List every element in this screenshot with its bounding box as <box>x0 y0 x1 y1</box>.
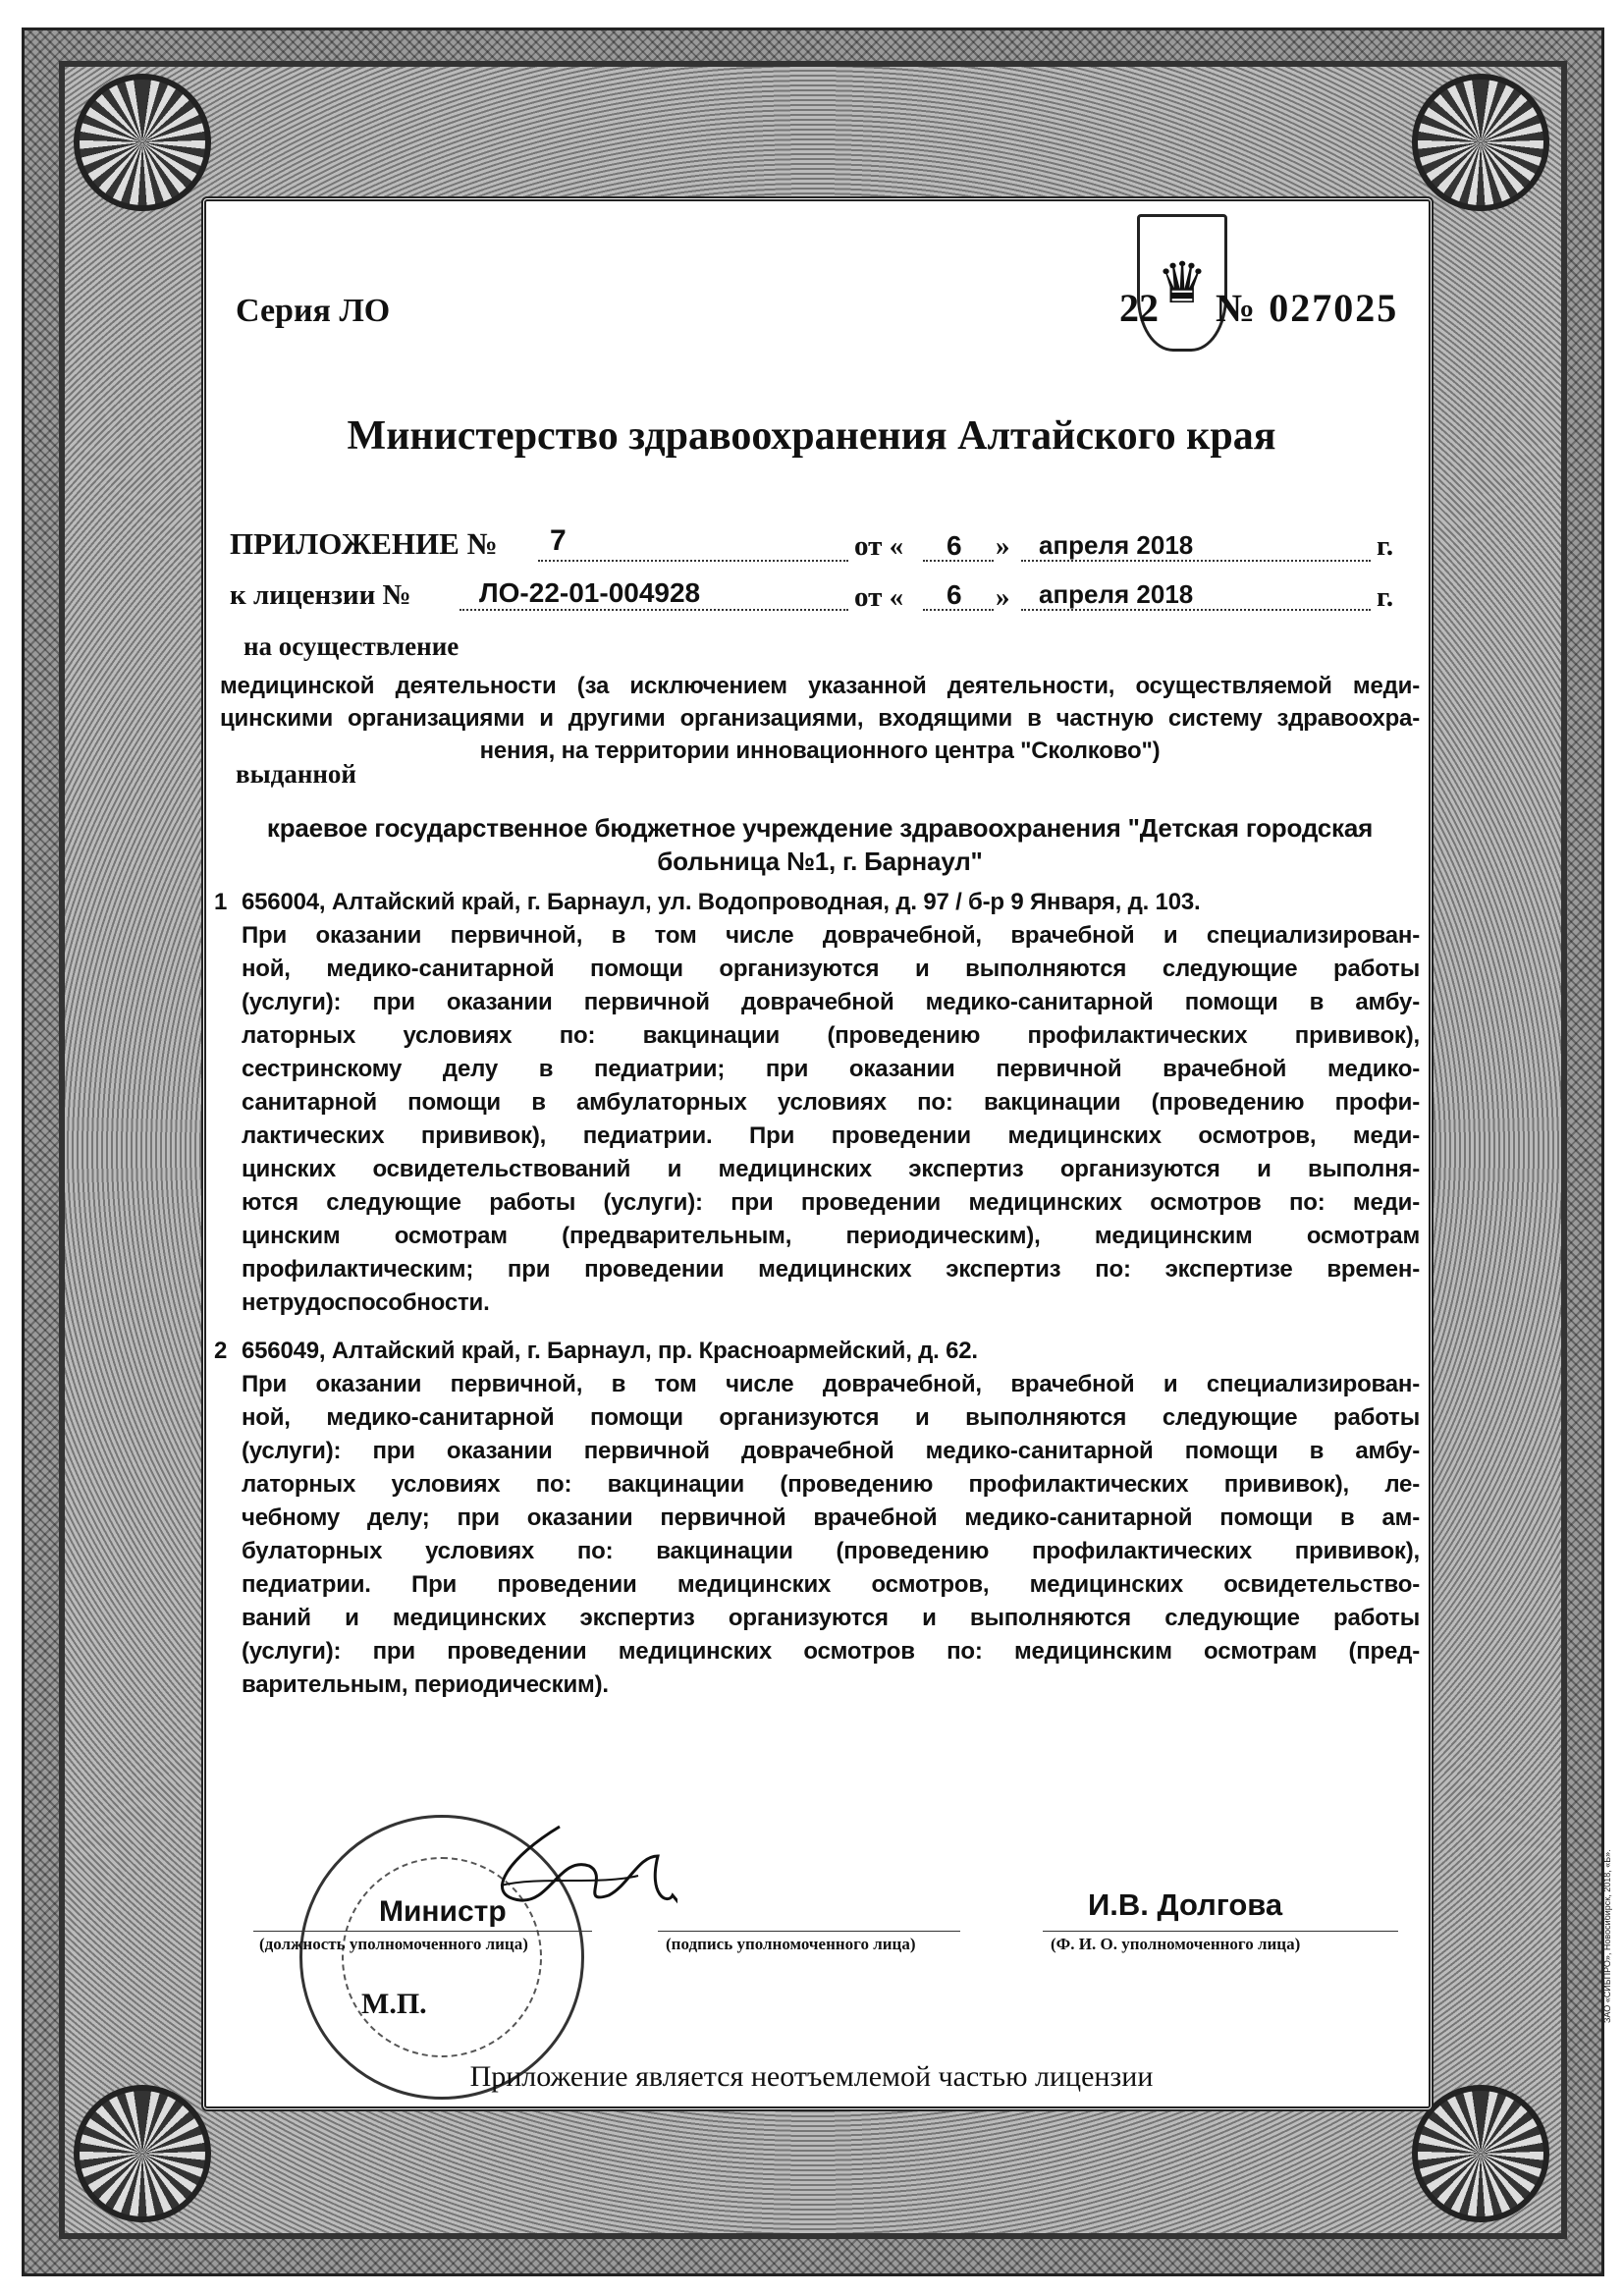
item-text-line: (услуги): при оказании первичной доврачебной медико-санитарной помощи в амбу- <box>242 1438 1420 1464</box>
position-caption: (должность уполномоченного лица) <box>259 1935 528 1953</box>
appendix-number: 7 <box>550 524 567 557</box>
corner-rosette <box>74 2085 211 2222</box>
activity-line: цинскими организациями и другими организациями, входящими в частную систему здравоохра- <box>220 705 1420 732</box>
corner-rosette <box>1412 74 1549 211</box>
license-month-year: апреля 2018 <box>1039 579 1194 609</box>
name-line <box>1043 1931 1398 1932</box>
item-text-line: сестринскому делу в педиатрии; при оказании первичной врачебной медико- <box>242 1056 1420 1082</box>
appendix-label: ПРИЛОЖЕНИЕ № <box>230 526 498 561</box>
signatory-name: И.В. Долгова <box>1088 1887 1283 1922</box>
appendix-day: 6 <box>947 530 962 561</box>
activity-line: нения, на территории инновационного центра "Сколково") <box>479 738 1161 764</box>
license-number: ЛО-22-01-004928 <box>479 577 701 608</box>
license-number-line <box>460 609 848 611</box>
signature-caption: (подпись уполномоченного лица) <box>666 1935 916 1953</box>
item-text-line: санитарной помощи в амбулаторных условиях по: вакцинации (проведению профи- <box>242 1089 1420 1116</box>
item-number: 1 <box>214 889 228 915</box>
license-day-close: » <box>996 581 1010 613</box>
footer-note: Приложение является неотъемлемой частью лицензии <box>469 2060 1154 2093</box>
form-number: № 027025 <box>1216 286 1399 330</box>
item-text-line: При оказании первичной, в том числе доврачебной, врачебной и специализирован- <box>242 1371 1420 1397</box>
name-caption: (Ф. И. О. уполномоченного лица) <box>1051 1935 1301 1953</box>
license-year-suffix: г. <box>1377 581 1394 613</box>
item-text-line: латорных условиях по: вакцинации (проведению профилактических прививок), <box>242 1022 1420 1049</box>
item-text-line: ной, медико-санитарной помощи организуются и выполняются следующие работы <box>242 1404 1420 1431</box>
appendix-number-line <box>538 560 848 562</box>
signatory-position: Министр <box>379 1895 507 1928</box>
region-code: 22 <box>1119 286 1159 330</box>
item-text-line: латорных условиях по: вакцинации (проведению профилактических прививок), ле- <box>242 1471 1420 1498</box>
activity-line: медицинской деятельности (за исключением указанной деятельности, осуществляемой меди- <box>220 673 1420 699</box>
item-text-line: ваний и медицинских экспертиз организуются и выполняются следующие работы <box>242 1605 1420 1631</box>
item-text-line: нетрудоспособности. <box>242 1289 490 1316</box>
page-title: Министерство здравоохранения Алтайского края <box>347 413 1276 459</box>
item-address: 656049, Алтайский край, г. Барнаул, пр. Красноармейский, д. 62. <box>242 1338 978 1364</box>
item-number: 2 <box>214 1338 228 1364</box>
license-day: 6 <box>947 579 962 610</box>
appendix-year-suffix: г. <box>1377 530 1394 562</box>
corner-rosette <box>74 74 211 211</box>
seal-label: М.П. <box>361 1988 427 2020</box>
item-text-line: педиатрии. При проведении медицинских осмотров, медицинских освидетельство- <box>242 1571 1420 1598</box>
activity-label: на осуществление <box>243 631 460 661</box>
coat-of-arms-icon: ♛ <box>1137 214 1227 352</box>
item-text-line: чебному делу; при оказании первичной врачебной медико-санитарной помощи в ам- <box>242 1504 1420 1531</box>
item-text-line: лактических прививок), педиатрии. При проведении медицинских осмотров, меди- <box>242 1122 1420 1149</box>
appendix-month-year: апреля 2018 <box>1039 530 1194 560</box>
license-from-label: от « <box>854 581 904 613</box>
item-text-line: (услуги): при проведении медицинских осмотров по: медицинским осмотрам (пред- <box>242 1638 1420 1665</box>
item-text-line: варительным, периодическим). <box>242 1671 609 1698</box>
item-text-line: цинским осмотрам (предварительным, периодическим), медицинским осмотрам <box>242 1223 1420 1249</box>
license-label: к лицензии № <box>230 579 411 611</box>
handwritten-signature <box>442 1817 677 1974</box>
item-text-line: При оказании первичной, в том числе доврачебной, врачебной и специализирован- <box>242 922 1420 949</box>
issued-label: выданной <box>236 759 356 789</box>
organization-name: краевое государственное бюджетное учреждение здравоохранения "Детская городская <box>266 813 1374 843</box>
organization-name: больница №1, г. Барнаул" <box>657 847 983 876</box>
item-text-line: ной, медико-санитарной помощи организуются и выполняются следующие работы <box>242 956 1420 982</box>
document-body <box>201 196 1434 2111</box>
appendix-from-label: от « <box>854 530 904 562</box>
signature-line <box>658 1931 960 1932</box>
item-text-line: булаторных условиях по: вакцинации (проведению профилактических прививок), <box>242 1538 1420 1564</box>
item-text-line: цинских освидетельствований и медицинских экспертиз организуются и выполня- <box>242 1156 1420 1182</box>
appendix-day-close: » <box>996 530 1010 562</box>
item-address: 656004, Алтайский край, г. Барнаул, ул. Водопроводная, д. 97 / б-р 9 Января, д. 103. <box>242 889 1201 915</box>
series-label: Серия ЛО <box>236 293 391 329</box>
item-text-line: (услуги): при оказании первичной доврачебной медико-санитарной помощи в амбу- <box>242 989 1420 1015</box>
item-text-line: ются следующие работы (услуги): при проведении медицинских осмотров по: меди- <box>242 1189 1420 1216</box>
printer-imprint: ЗАО «СИБПРО», Новосибирск, 2018, «Б». <box>1602 1849 1612 2023</box>
item-text-line: профилактическим; при проведении медицинских экспертиз по: экспертизе времен- <box>242 1256 1420 1283</box>
